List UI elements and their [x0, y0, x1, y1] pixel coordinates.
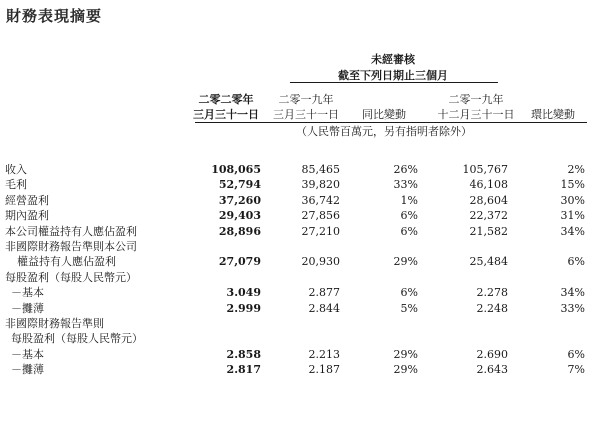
value-yoy-change: 29% [393, 255, 418, 269]
value-2020-mar-31: 2.817 [226, 363, 261, 377]
header-col2-line1: 二零一九年 [278, 93, 334, 106]
table-row [5, 224, 585, 239]
value-qoq-change [508, 316, 585, 331]
value-2019-mar-31: 2.187 [308, 363, 340, 377]
value-2019-mar-31: 27,210 [301, 224, 340, 238]
value-2019-dec-31: 28,604 [469, 193, 508, 207]
value-2019-dec-31: 2.248 [476, 301, 508, 315]
value-2019-mar-31: 2.213 [308, 347, 340, 361]
header-unaudited: 未經審核 [371, 53, 415, 66]
header-columns-rule [195, 122, 587, 123]
row-label: 非國際財務報告準則 [5, 317, 104, 331]
table-row [5, 270, 585, 285]
table-row [5, 254, 585, 269]
value-yoy-change: 26% [393, 163, 418, 176]
value-yoy-change [340, 316, 418, 331]
header-period-rule [290, 82, 498, 83]
value-qoq-change: 7% [567, 363, 585, 377]
value-qoq-change: 30% [560, 193, 585, 207]
value-yoy-change: 1% [400, 193, 418, 207]
value-yoy-change: 29% [393, 363, 418, 377]
value-yoy-change: 6% [400, 286, 418, 300]
row-label: 本公司權益持有人應佔盈利 [5, 224, 137, 238]
value-qoq-change: 6% [567, 255, 585, 269]
table-row [5, 285, 585, 300]
value-2020-mar-31 [173, 239, 261, 254]
value-qoq-change [508, 270, 585, 285]
header-units: （人民幣百萬元，另有指明者除外） [296, 125, 472, 138]
header-col1-line1: 二零二零年 [198, 93, 254, 106]
value-yoy-change [340, 331, 418, 346]
value-yoy-change: 6% [400, 209, 418, 223]
value-2019-mar-31 [261, 270, 340, 285]
value-2019-dec-31: 21,582 [469, 224, 508, 238]
table-row [5, 193, 585, 208]
table-row [5, 177, 585, 192]
value-2020-mar-31: 2.858 [226, 347, 261, 361]
row-label: 經營盈利 [5, 193, 49, 207]
table-row [5, 347, 585, 362]
value-yoy-change: 5% [400, 301, 418, 315]
value-qoq-change: 34% [560, 224, 585, 238]
row-label: 每股盈利（每股人民幣元） [5, 270, 137, 284]
value-qoq-change: 2% [567, 163, 585, 176]
value-yoy-change: 33% [393, 178, 418, 192]
value-2020-mar-31: 29,403 [218, 209, 261, 223]
row-label: －基本 [11, 286, 44, 300]
value-2019-dec-31: 25,484 [469, 255, 508, 269]
value-yoy-change: 29% [393, 347, 418, 361]
table-row [5, 162, 585, 177]
header-col3: 同比變動 [362, 108, 406, 121]
table-row [5, 239, 585, 254]
value-2019-mar-31 [261, 239, 340, 254]
value-yoy-change [340, 239, 418, 254]
header-col4-line1: 二零一九年 [448, 93, 504, 106]
value-yoy-change: 6% [400, 224, 418, 238]
value-2019-dec-31 [418, 331, 508, 346]
value-2019-dec-31 [418, 239, 508, 254]
header-col2-line2: 三月三十一日 [273, 108, 339, 121]
table-row [5, 362, 585, 377]
header-col5: 環比變動 [531, 108, 575, 121]
value-qoq-change: 15% [560, 178, 585, 192]
row-label: 非國際財務報告準則本公司 [5, 240, 137, 254]
value-2019-dec-31: 22,372 [469, 209, 508, 223]
value-2019-mar-31 [261, 316, 340, 331]
page-title: 財務表現摘要 [6, 7, 103, 25]
value-qoq-change [508, 331, 585, 346]
row-label: 毛利 [5, 178, 27, 192]
value-2019-dec-31: 46,108 [469, 178, 508, 192]
value-2020-mar-31: 108,065 [211, 163, 261, 176]
header-period: 截至下列日期止三個月 [338, 69, 448, 82]
table-row [5, 301, 585, 316]
financial-summary-body [5, 162, 585, 378]
value-2019-dec-31: 2.690 [476, 347, 508, 361]
value-2020-mar-31 [173, 316, 261, 331]
value-2020-mar-31 [173, 331, 261, 346]
financial-summary-table [5, 162, 585, 378]
value-2020-mar-31: 28,896 [218, 224, 261, 238]
value-2020-mar-31: 27,079 [218, 255, 261, 269]
header-col1-line2: 三月三十一日 [193, 108, 259, 121]
value-2019-mar-31: 2.877 [308, 286, 340, 300]
value-2019-dec-31 [418, 270, 508, 285]
table-row [5, 316, 585, 331]
row-label: －基本 [11, 347, 44, 361]
value-2019-dec-31 [418, 316, 508, 331]
table-row [5, 331, 585, 346]
value-2020-mar-31: 37,260 [218, 193, 261, 207]
value-2020-mar-31: 52,794 [218, 178, 261, 192]
value-yoy-change [340, 270, 418, 285]
value-2019-dec-31: 105,767 [462, 163, 508, 176]
row-label: －攤薄 [11, 301, 44, 315]
row-label: 權益持有人應佔盈利 [17, 255, 116, 269]
value-2020-mar-31: 2.999 [226, 301, 261, 315]
value-2019-dec-31: 2.643 [476, 363, 508, 377]
value-qoq-change: 31% [560, 209, 585, 223]
value-2020-mar-31 [173, 270, 261, 285]
header-col4-line2: 十二月三十一日 [437, 108, 515, 121]
value-2019-mar-31: 20,930 [301, 255, 340, 269]
value-2019-mar-31: 36,742 [301, 193, 340, 207]
value-qoq-change [508, 239, 585, 254]
row-label: 期內盈利 [5, 209, 49, 223]
value-2019-mar-31: 2.844 [308, 301, 340, 315]
value-2019-mar-31: 39,820 [301, 178, 340, 192]
value-2019-mar-31 [261, 331, 340, 346]
value-qoq-change: 33% [560, 301, 585, 315]
row-label: 收入 [5, 163, 27, 176]
value-2020-mar-31: 3.049 [226, 286, 261, 300]
value-2019-dec-31: 2.278 [476, 286, 508, 300]
value-qoq-change: 34% [560, 286, 585, 300]
value-2019-mar-31: 85,465 [301, 163, 340, 176]
value-qoq-change: 6% [567, 347, 585, 361]
value-2019-mar-31: 27,856 [301, 209, 340, 223]
row-label: 每股盈利（每股人民幣元） [11, 332, 143, 346]
row-label: －攤薄 [11, 363, 44, 377]
table-row [5, 208, 585, 223]
